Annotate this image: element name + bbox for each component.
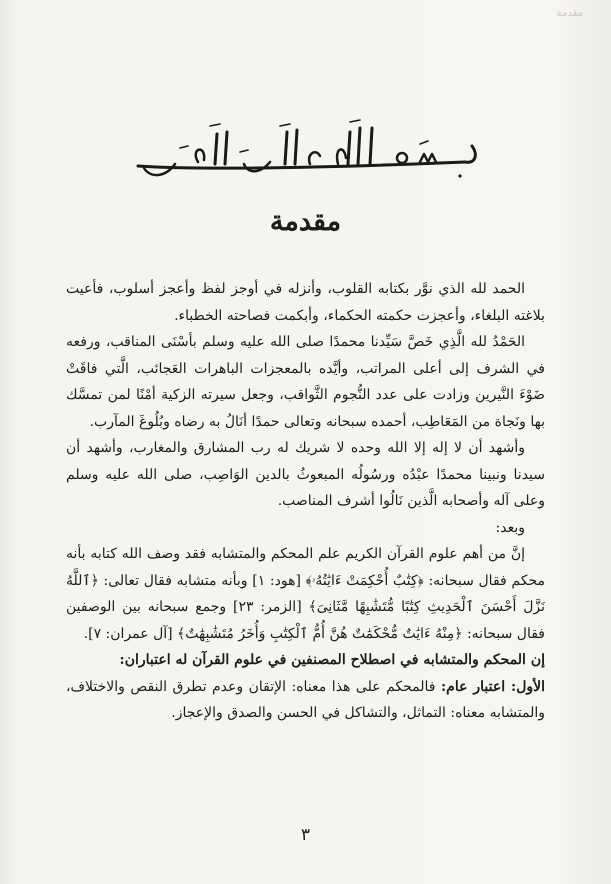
- paragraph-6: إن المحكم والمتشابه في اصطلاح المصنفين في علوم القرآن له اعتباران:: [119, 652, 545, 668]
- paragraph-4: وبعد:: [495, 519, 525, 536]
- p7-label: الأول: اعتبار عام:: [441, 678, 545, 695]
- page-heading: مقدمة: [269, 206, 342, 237]
- quran-verse-2: ﴿ٱللَّهُ نَزَّلَ أَحْسَنَ ٱلْحَدِيثِ كِتَٰبًا مُّتَشَٰبِهًا مَّثَانِىَ﴾: [66, 572, 546, 615]
- paragraph-7: [66, 674, 545, 727]
- running-header: مقدمة: [556, 8, 583, 19]
- p5-text-b: [هود: ١] وبأنه متشابه فقال تعالى:: [98, 572, 306, 589]
- paragraph-3: وأشهد أن لا إله إلا الله وحده لا شريك له رب المشارق والمغارب، وأشهد أن سيدنا ونبينا محمدًا عبْدُه ورسُولُه المبعوثُ بالدين الوَاصِب، صلى الله عليه وسلم وعلى آله وأصحابه الَّذين نَالُوا أشرف المناصب.: [66, 440, 545, 509]
- paragraph-5: [66, 541, 545, 647]
- page-number: ٣: [300, 825, 311, 845]
- paragraph-1: الحمد لله الذي نوَّر بكتابه القلوب، وأنزله في أوجز لفظ وأعجز أسلوب، فأعيت بلاغته البلغاء، وأعجزت حكمته الحكماء، وأبكمت فصاحته الخطباء.: [66, 281, 545, 324]
- p5-text-c: [الزمر: ٢٣] وجمع سبحانه بين الوصفين فقال سبحانه:: [66, 599, 545, 642]
- quran-verse-3: ﴿مِنْهُ ءَايَٰتٌ مُّحْكَمَٰتٌ هُنَّ أُمُّ ٱلْكِتَٰبِ وَأُخَرُ مُتَشَٰبِهَٰتٌ﴾: [177, 625, 463, 642]
- p7-text: فالمحكم على هذا معناه: الإتقان وعدم تطرق النقص والاختلاف، والمتشابه معناه: التماثل، والتشاكل في الحسن والصدق والإعجاز.: [66, 678, 545, 721]
- p5-text-a: إنَّ من أهم علوم القرآن الكريم علم المحكم والمتشابه فقد وصف الله كتابه بأنه محكم فقال سبحانه:: [66, 546, 545, 589]
- p5-text-d: [آل عمران: ٧].: [83, 625, 178, 642]
- quran-verse-1: ﴿كِتَٰبٌ أُحْكِمَتْ ءَايَٰتُهُۥ﴾: [305, 572, 424, 589]
- basmala-calligraphy: [120, 118, 490, 188]
- paragraph-2: الحَمْدُ لله الَّذِي خَصَّ سَيِّدنا محمدًا صلى الله عليه وسلم بأسْنَى المناقب، ورفعه في الشرف إلى أعلى المراتب، وأيَّده بالمعجزات الباهرات العَجائب، الَّتي فاقَتْ ضَوْءَ النَّيرين وزادت على عدد النُّجوم الثَّواقب، وجعل سيرته الزكية أمْنًا لمن تمسَّك بها ونَجاة من المَعَاطِب، أحمده سبحانه وتعالى حمدًا أنَالُ به رضاه وبُلُوغَ المآرب.: [66, 334, 545, 430]
- body-text: [66, 276, 545, 727]
